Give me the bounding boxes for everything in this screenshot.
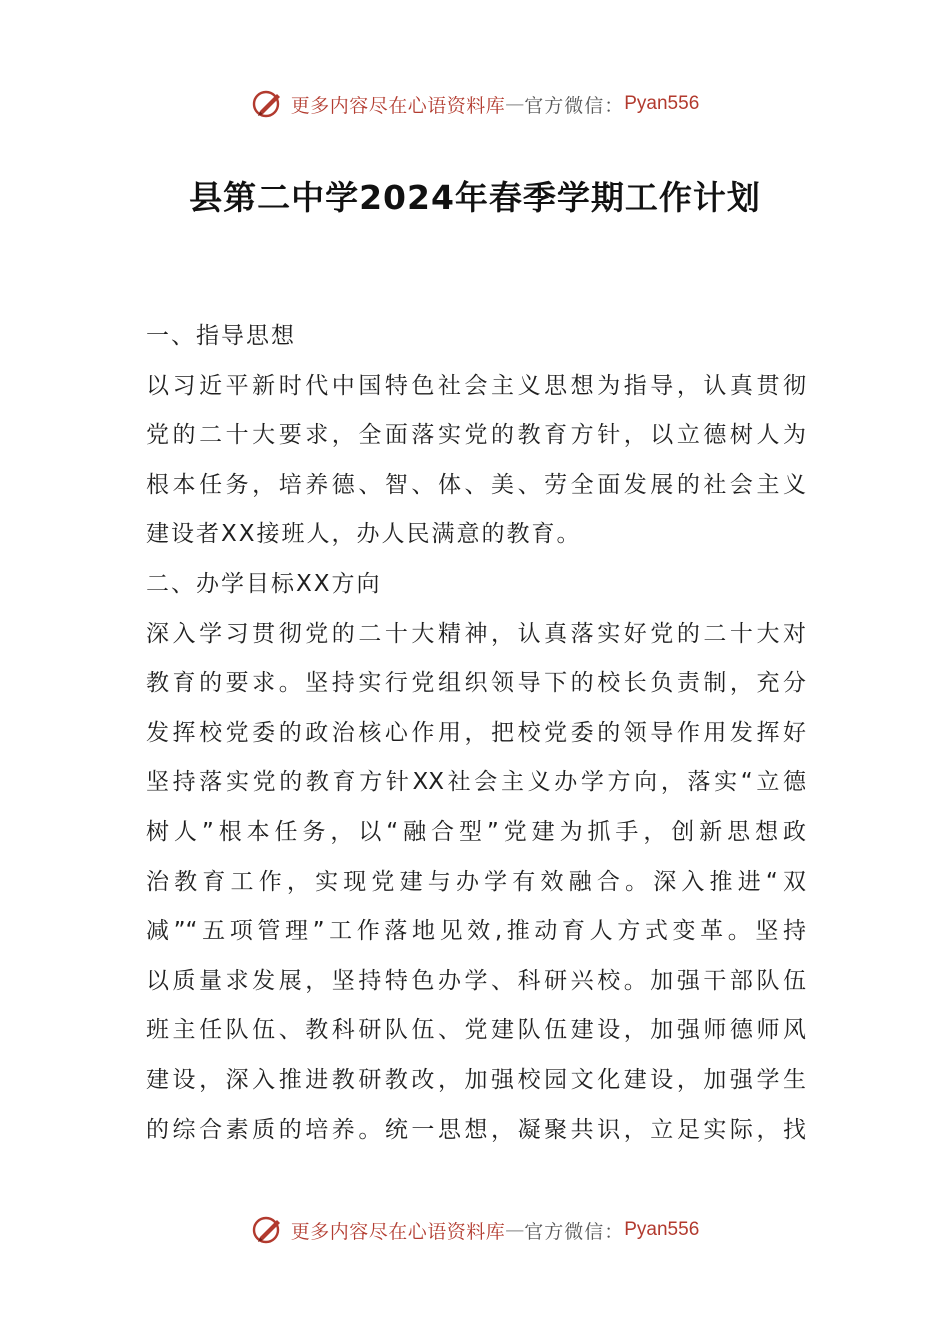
paragraph-line: 发挥校党委的政治核心作用，把校党委的领导作用发挥好	[146, 719, 806, 746]
paragraph-line: 以质量求发展，坚持特色办学、科研兴校。加强干部队伍	[146, 967, 806, 994]
paragraph-line: 建设者XX接班人，办人民满意的教育。	[146, 521, 582, 548]
paragraph-line: 深入学习贯彻党的二十大精神，认真落实好党的二十大对	[146, 620, 806, 647]
paragraph-line: 班主任队伍、教科研队伍、党建队伍建设，加强师德师风	[146, 1017, 806, 1044]
section-heading-1: 一、指导思想	[146, 323, 296, 349]
document-title: 县第二中学2024年春季学期工作计划	[189, 178, 761, 217]
footer-banner	[0, 1210, 950, 1250]
banner-separator: —	[505, 1219, 525, 1241]
header-banner	[0, 84, 950, 124]
paragraph-line: 的综合素质的培养。统一思想，凝聚共识，立足实际，找	[146, 1116, 806, 1143]
section-heading-2: 二、办学目标XX方向	[146, 570, 382, 597]
paragraph-line: 树人”根本任务，以“融合型”党建为抓手，创新思想政	[146, 818, 806, 845]
pen-logo-icon	[251, 87, 285, 121]
banner-slogan: 更多内容尽在心语资料库	[290, 94, 506, 117]
paragraph-line: 以习近平新时代中国特色社会主义思想为指导，认真贯彻	[146, 372, 806, 399]
banner-label: 官方微信：	[524, 1220, 625, 1243]
banner-label: 官方微信：	[524, 94, 625, 117]
banner-separator: —	[505, 93, 525, 115]
paragraph-line: 根本任务，培养德、智、体、美、劳全面发展的社会主义	[146, 471, 806, 498]
banner-wechat-id: Pyan556	[624, 1219, 700, 1240]
paragraph-line: 党的二十大要求，全面落实党的教育方针，以立德树人为	[146, 422, 806, 449]
banner-wechat-id: Pyan556	[624, 93, 700, 114]
banner-slogan: 更多内容尽在心语资料库	[290, 1220, 506, 1243]
document-body	[146, 312, 806, 1155]
paragraph-line: 教育的要求。坚持实行党组织领导下的校长负责制，充分	[146, 670, 806, 697]
paragraph-line: 坚持落实党的教育方针XX社会主义办学方向，落实“立德	[146, 769, 806, 796]
paragraph-line: 减”“五项管理”工作落地见效,推动育人方式变革。坚持	[146, 918, 806, 945]
pen-logo-icon	[251, 1213, 285, 1247]
paragraph-line: 治教育工作，实现党建与办学有效融合。深入推进“双	[146, 868, 806, 895]
paragraph-line: 建设，深入推进教研教改，加强校园文化建设，加强学生	[146, 1066, 806, 1093]
